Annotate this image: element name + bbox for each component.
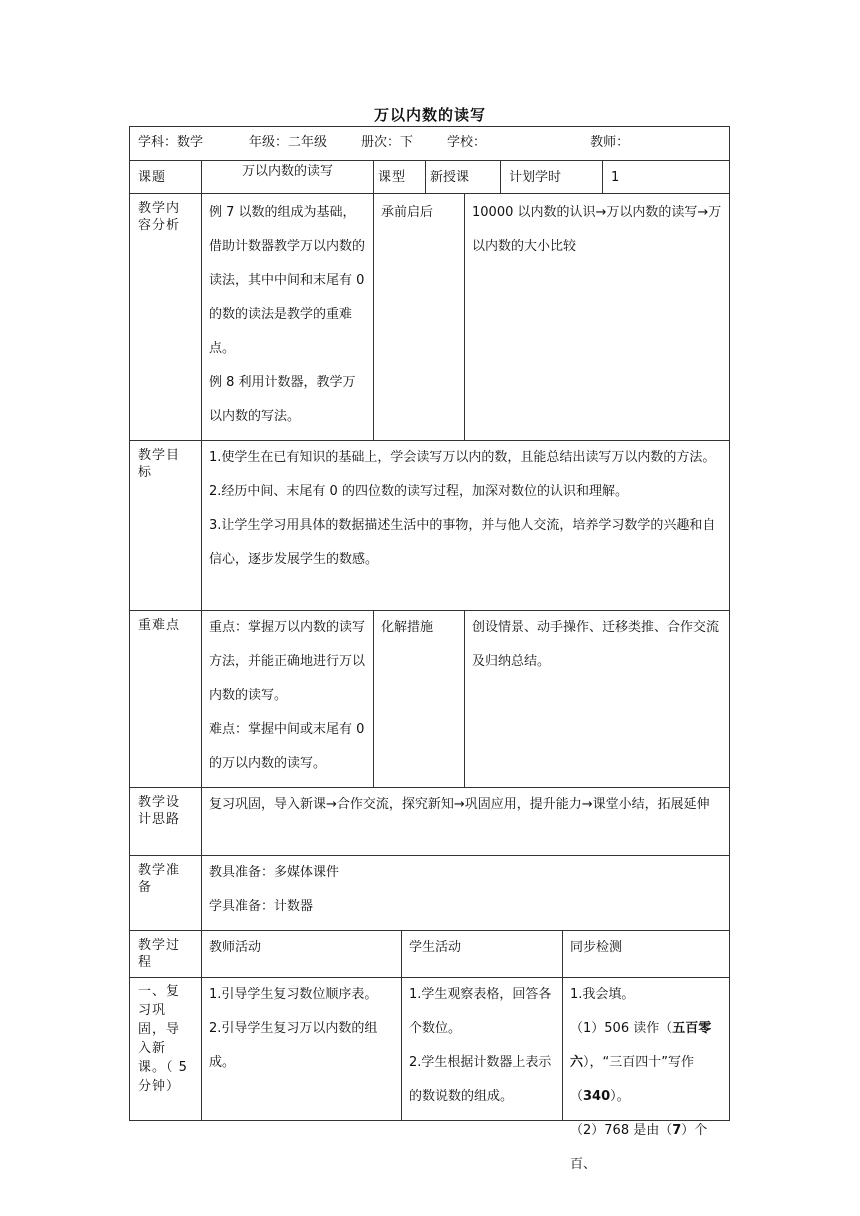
planned-hours-label: 计划学时 xyxy=(509,170,562,185)
teacher-activity-header: 教师活动 xyxy=(209,940,262,955)
volume-field: 册次：下 xyxy=(361,135,414,150)
process-label: 教学过程 xyxy=(138,938,181,970)
student-tools: 学具准备：计数器 xyxy=(209,899,314,914)
design-idea-text: 复习巩固，导入新课→合作交流，探究新知→巩固应用，提升能力→课堂小结，拓展延伸 xyxy=(209,797,710,812)
document-title: 万以内数的读写 xyxy=(373,106,486,124)
student-activity-1: 1.学生观察表格，回答各个数位。 xyxy=(409,987,552,1036)
goal-2: 2.经历中间、末尾有 0 的四位数的读写过程，加深对数位的认识和理解。 xyxy=(209,484,628,499)
student-activity-header: 学生活动 xyxy=(409,940,462,955)
teacher-field: 教师： xyxy=(590,135,630,150)
teacher-tools: 教具准备：多媒体课件 xyxy=(209,865,340,880)
resolution-measures-label: 化解措施 xyxy=(381,620,434,635)
topic-row xyxy=(130,161,730,194)
topic-value: 万以内数的读写 xyxy=(241,164,333,179)
student-activity-2: 2.学生根据计数器上表示的数说数的组成。 xyxy=(409,1055,552,1104)
bridging-label: 承前启后 xyxy=(381,205,434,220)
subject-field: 学科：数学 xyxy=(138,135,204,150)
school-field: 学校： xyxy=(447,135,487,150)
step-1-label: 一、复习巩固，导入新课。（ 5 分钟） xyxy=(138,984,188,1094)
content-analysis-para2: 例 8 利用计数器，教学万以内数的写法。 xyxy=(209,375,356,424)
content-analysis-label: 教学内容分析 xyxy=(138,201,181,233)
teacher-activity-1: 1.引导学生复习数位顺序表。 xyxy=(209,987,378,1002)
planned-hours-value: 1 xyxy=(611,170,621,185)
knowledge-sequence: 10000 以内数的认识→万以内数的读写→万以内数的大小比较 xyxy=(472,205,722,254)
key-points-row xyxy=(130,611,730,788)
step-1-row xyxy=(130,978,730,1121)
topic-label: 课题 xyxy=(138,170,167,185)
process-header-row xyxy=(130,931,730,978)
resolution-measures: 创设情景、动手操作、迁移类推、合作交流及归纳总结。 xyxy=(472,620,720,669)
design-idea-label: 教学设计思路 xyxy=(138,795,181,827)
lesson-type-value: 新授课 xyxy=(430,170,470,185)
sync-check-header: 同步检测 xyxy=(570,940,623,955)
check-title: 1.我会填。 xyxy=(570,987,635,1002)
teaching-goals-row xyxy=(130,441,730,611)
teacher-activity-2: 2.引导学生复习万以内数的组成。 xyxy=(209,1021,378,1070)
goal-1: 1.使学生在已有知识的基础上，学会读写万以内的数，且能总结出读写万以内数的方法。 xyxy=(209,450,716,465)
content-analysis-para1: 例 7 以数的组成为基础，借助计数器教学万以内数的读法，其中中间和末尾有 0 的数的读法是教学的重难点。 xyxy=(209,205,366,356)
lesson-type-label: 课型 xyxy=(378,170,407,185)
difficult-point: 难点：掌握中间或末尾有 0 的万以内数的读写。 xyxy=(209,722,365,771)
answer-3: 7 xyxy=(672,1123,682,1138)
goal-3: 3.让学生学习用具体的数据描述生活中的事物，并与他人交流，培养学习数学的兴趣和自信心，逐步发展学生的数感。 xyxy=(209,518,716,567)
header-row xyxy=(130,127,730,161)
teaching-goals-label: 教学目标 xyxy=(138,448,181,480)
preparation-row xyxy=(130,856,730,931)
content-analysis-row xyxy=(130,194,730,441)
preparation-label: 教学准备 xyxy=(138,863,181,895)
design-idea-row xyxy=(130,788,730,856)
key-point: 重点：掌握万以内数的读写方法，并能正确地进行万以内数的读写。 xyxy=(209,620,366,703)
grade-field: 年级：二年级 xyxy=(249,135,328,150)
answer-1: 五百零六 xyxy=(570,1021,712,1070)
lesson-plan-table xyxy=(129,126,730,1172)
check-item-2: （2）768 是由（7）个百、 xyxy=(570,1123,708,1172)
key-points-label: 重难点 xyxy=(138,618,181,633)
answer-2: 340 xyxy=(583,1089,611,1104)
check-item-1: （1）506 读作（五百零六），“三百四十”写作（340）。 xyxy=(570,1021,712,1104)
